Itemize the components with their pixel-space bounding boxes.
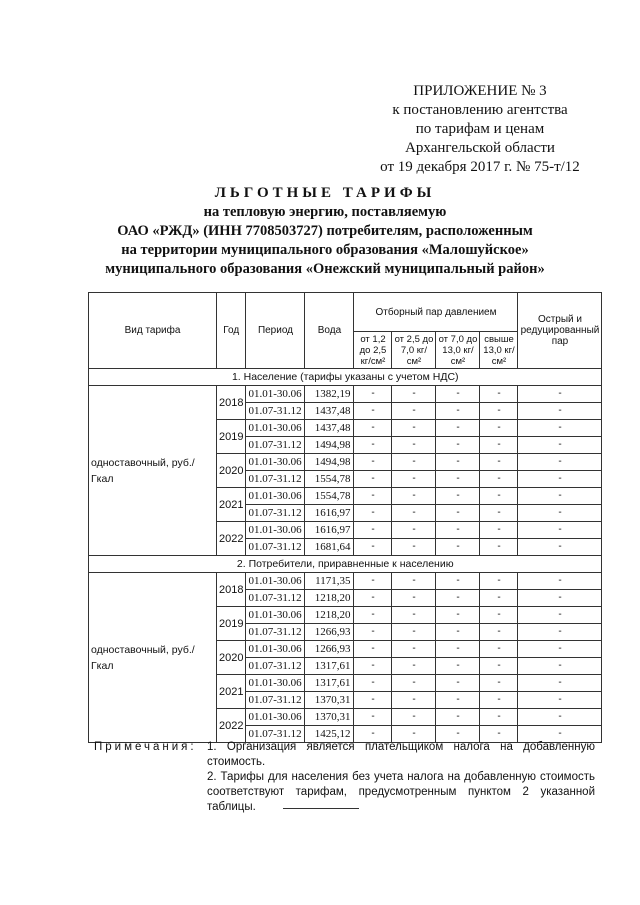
empty-value-cell: -: [436, 709, 480, 726]
period-cell: 01.07-31.12: [246, 403, 305, 420]
empty-value-cell: -: [480, 726, 518, 743]
empty-value-cell: -: [354, 539, 392, 556]
closing-rule: [283, 808, 359, 809]
period-cell: 01.01-30.06: [246, 675, 305, 692]
appendix-number: ПРИЛОЖЕНИЕ № 3: [413, 83, 547, 99]
water-value-cell: 1494,98: [305, 454, 354, 471]
empty-value-cell: -: [354, 573, 392, 590]
period-cell: 01.01-30.06: [246, 641, 305, 658]
empty-value-cell: -: [518, 471, 602, 488]
empty-value-cell: -: [518, 420, 602, 437]
period-cell: 01.01-30.06: [246, 488, 305, 505]
empty-value-cell: -: [354, 386, 392, 403]
empty-value-cell: -: [354, 658, 392, 675]
empty-value-cell: -: [354, 641, 392, 658]
water-value-cell: 1218,20: [305, 607, 354, 624]
empty-value-cell: -: [354, 403, 392, 420]
header-steam-1: от 1,2 до 2,5 кг/см²: [354, 332, 392, 369]
empty-value-cell: -: [518, 658, 602, 675]
header-steam-3: от 7,0 до 13,0 кг/см²: [436, 332, 480, 369]
appendix-line: по тарифам и ценам: [415, 121, 545, 137]
year-cell: 2019: [217, 420, 246, 454]
water-value-cell: 1437,48: [305, 420, 354, 437]
empty-value-cell: -: [354, 675, 392, 692]
empty-value-cell: -: [436, 505, 480, 522]
water-value-cell: 1218,20: [305, 590, 354, 607]
empty-value-cell: -: [480, 420, 518, 437]
empty-value-cell: -: [354, 726, 392, 743]
empty-value-cell: -: [480, 488, 518, 505]
empty-value-cell: -: [392, 522, 436, 539]
empty-value-cell: -: [436, 658, 480, 675]
notes-label: Примечания:: [94, 741, 197, 753]
empty-value-cell: -: [392, 624, 436, 641]
year-cell: 2022: [217, 709, 246, 743]
header-sharp-steam: Острый и редуцированный пар: [518, 293, 602, 369]
year-cell: 2020: [217, 641, 246, 675]
year-cell: 2022: [217, 522, 246, 556]
empty-value-cell: -: [480, 471, 518, 488]
empty-value-cell: -: [354, 709, 392, 726]
water-value-cell: 1266,93: [305, 624, 354, 641]
period-cell: 01.07-31.12: [246, 437, 305, 454]
empty-value-cell: -: [392, 590, 436, 607]
empty-value-cell: -: [436, 539, 480, 556]
empty-value-cell: -: [436, 607, 480, 624]
period-cell: 01.07-31.12: [246, 726, 305, 743]
empty-value-cell: -: [436, 403, 480, 420]
empty-value-cell: -: [518, 386, 602, 403]
empty-value-cell: -: [392, 403, 436, 420]
empty-value-cell: -: [436, 590, 480, 607]
tariff-table: [88, 292, 602, 743]
tariff-kind-cell: одноставочный, руб./Гкал: [89, 386, 217, 556]
empty-value-cell: -: [518, 624, 602, 641]
empty-value-cell: -: [518, 692, 602, 709]
period-cell: 01.07-31.12: [246, 590, 305, 607]
empty-value-cell: -: [436, 420, 480, 437]
year-cell: 2021: [217, 675, 246, 709]
empty-value-cell: -: [480, 658, 518, 675]
empty-value-cell: -: [436, 726, 480, 743]
empty-value-cell: -: [480, 607, 518, 624]
title-line: на тепловую энергию, поставляемую: [203, 204, 447, 220]
empty-value-cell: -: [436, 454, 480, 471]
table-row: [89, 386, 602, 403]
empty-value-cell: -: [392, 709, 436, 726]
section-title: 1. Население (тарифы указаны с учетом НДС): [89, 369, 602, 386]
period-cell: 01.07-31.12: [246, 471, 305, 488]
empty-value-cell: -: [480, 403, 518, 420]
empty-value-cell: -: [436, 624, 480, 641]
empty-value-cell: -: [480, 386, 518, 403]
period-cell: 01.07-31.12: [246, 539, 305, 556]
document-title: [60, 184, 590, 279]
period-cell: 01.07-31.12: [246, 692, 305, 709]
year-cell: 2020: [217, 454, 246, 488]
empty-value-cell: -: [392, 505, 436, 522]
section-row: [89, 556, 602, 573]
empty-value-cell: -: [518, 505, 602, 522]
title-main: ЛЬГОТНЫЕ ТАРИФЫ: [214, 185, 436, 201]
water-value-cell: 1382,19: [305, 386, 354, 403]
year-cell: 2018: [217, 573, 246, 607]
period-cell: 01.01-30.06: [246, 709, 305, 726]
empty-value-cell: -: [392, 675, 436, 692]
water-value-cell: 1425,12: [305, 726, 354, 743]
appendix-line: к постановлению агентства: [392, 102, 568, 118]
empty-value-cell: -: [518, 488, 602, 505]
empty-value-cell: -: [518, 539, 602, 556]
empty-value-cell: -: [436, 641, 480, 658]
water-value-cell: 1317,61: [305, 675, 354, 692]
empty-value-cell: -: [518, 573, 602, 590]
section-title: 2. Потребители, приравненные к населению: [89, 556, 602, 573]
empty-value-cell: -: [354, 454, 392, 471]
header-steam-2: от 2,5 до 7,0 кг/см²: [392, 332, 436, 369]
title-line: муниципального образования «Онежский муниципальный район»: [105, 261, 545, 277]
note-item: 2. Тарифы для населения без учета налога на добавленную стоимость соответствуют тарифам, предусмотренным пунктом 2 указанной таблицы.: [207, 771, 595, 813]
empty-value-cell: -: [518, 403, 602, 420]
empty-value-cell: -: [480, 539, 518, 556]
empty-value-cell: -: [436, 386, 480, 403]
empty-value-cell: -: [480, 505, 518, 522]
period-cell: 01.01-30.06: [246, 420, 305, 437]
period-cell: 01.01-30.06: [246, 386, 305, 403]
empty-value-cell: -: [354, 692, 392, 709]
period-cell: 01.01-30.06: [246, 454, 305, 471]
header-steam-4: свыше 13,0 кг/см²: [480, 332, 518, 369]
empty-value-cell: -: [392, 488, 436, 505]
empty-value-cell: -: [392, 641, 436, 658]
period-cell: 01.07-31.12: [246, 658, 305, 675]
empty-value-cell: -: [518, 641, 602, 658]
water-value-cell: 1370,31: [305, 692, 354, 709]
empty-value-cell: -: [518, 607, 602, 624]
empty-value-cell: -: [392, 539, 436, 556]
empty-value-cell: -: [392, 692, 436, 709]
title-line: ОАО «РЖД» (ИНН 7708503727) потребителям, расположенным: [117, 223, 533, 239]
year-cell: 2018: [217, 386, 246, 420]
empty-value-cell: -: [354, 420, 392, 437]
empty-value-cell: -: [354, 624, 392, 641]
period-cell: 01.07-31.12: [246, 505, 305, 522]
water-value-cell: 1681,64: [305, 539, 354, 556]
empty-value-cell: -: [354, 471, 392, 488]
empty-value-cell: -: [436, 522, 480, 539]
empty-value-cell: -: [518, 590, 602, 607]
empty-value-cell: -: [480, 641, 518, 658]
water-value-cell: 1494,98: [305, 437, 354, 454]
empty-value-cell: -: [436, 675, 480, 692]
year-cell: 2019: [217, 607, 246, 641]
empty-value-cell: -: [392, 420, 436, 437]
empty-value-cell: -: [480, 624, 518, 641]
empty-value-cell: -: [436, 437, 480, 454]
empty-value-cell: -: [480, 522, 518, 539]
period-cell: 01.01-30.06: [246, 573, 305, 590]
water-value-cell: 1437,48: [305, 403, 354, 420]
period-cell: 01.01-30.06: [246, 522, 305, 539]
empty-value-cell: -: [354, 522, 392, 539]
water-value-cell: 1171,35: [305, 573, 354, 590]
appendix-line: Архангельской области: [405, 140, 555, 156]
empty-value-cell: -: [518, 522, 602, 539]
period-cell: 01.07-31.12: [246, 624, 305, 641]
empty-value-cell: -: [480, 437, 518, 454]
header-kind: Вид тарифа: [89, 293, 217, 369]
empty-value-cell: -: [392, 471, 436, 488]
water-value-cell: 1370,31: [305, 709, 354, 726]
empty-value-cell: -: [392, 437, 436, 454]
empty-value-cell: -: [436, 471, 480, 488]
empty-value-cell: -: [518, 726, 602, 743]
empty-value-cell: -: [392, 454, 436, 471]
empty-value-cell: -: [392, 658, 436, 675]
header-steam: Отборный пар давлением: [354, 293, 518, 332]
empty-value-cell: -: [480, 709, 518, 726]
table-row: [89, 573, 602, 590]
year-cell: 2021: [217, 488, 246, 522]
empty-value-cell: -: [436, 692, 480, 709]
section-row: [89, 369, 602, 386]
header-year: Год: [217, 293, 246, 369]
water-value-cell: 1317,61: [305, 658, 354, 675]
header-water: Вода: [305, 293, 354, 369]
note-item: 1. Организация является плательщиком налога на добавленную стоимость.: [207, 741, 595, 768]
water-value-cell: 1616,97: [305, 505, 354, 522]
water-value-cell: 1616,97: [305, 522, 354, 539]
empty-value-cell: -: [392, 607, 436, 624]
water-value-cell: 1266,93: [305, 641, 354, 658]
empty-value-cell: -: [480, 590, 518, 607]
empty-value-cell: -: [480, 573, 518, 590]
header-period: Период: [246, 293, 305, 369]
empty-value-cell: -: [480, 692, 518, 709]
empty-value-cell: -: [518, 675, 602, 692]
empty-value-cell: -: [480, 454, 518, 471]
empty-value-cell: -: [518, 709, 602, 726]
water-value-cell: 1554,78: [305, 488, 354, 505]
empty-value-cell: -: [436, 488, 480, 505]
empty-value-cell: -: [354, 437, 392, 454]
empty-value-cell: -: [480, 675, 518, 692]
appendix-date: от 19 декабря 2017 г. № 75-т/12: [380, 159, 580, 175]
empty-value-cell: -: [392, 386, 436, 403]
empty-value-cell: -: [354, 607, 392, 624]
empty-value-cell: -: [392, 726, 436, 743]
title-line: на территории муниципального образования «Малошуйское»: [121, 242, 529, 258]
empty-value-cell: -: [354, 590, 392, 607]
table-body: [89, 369, 602, 743]
empty-value-cell: -: [436, 573, 480, 590]
water-value-cell: 1554,78: [305, 471, 354, 488]
empty-value-cell: -: [354, 505, 392, 522]
tariff-kind-cell: одноставочный, руб./Гкал: [89, 573, 217, 743]
empty-value-cell: -: [518, 437, 602, 454]
empty-value-cell: -: [392, 573, 436, 590]
notes-body: [207, 740, 595, 815]
empty-value-cell: -: [354, 488, 392, 505]
period-cell: 01.01-30.06: [246, 607, 305, 624]
appendix-header: [330, 82, 630, 177]
empty-value-cell: -: [518, 454, 602, 471]
